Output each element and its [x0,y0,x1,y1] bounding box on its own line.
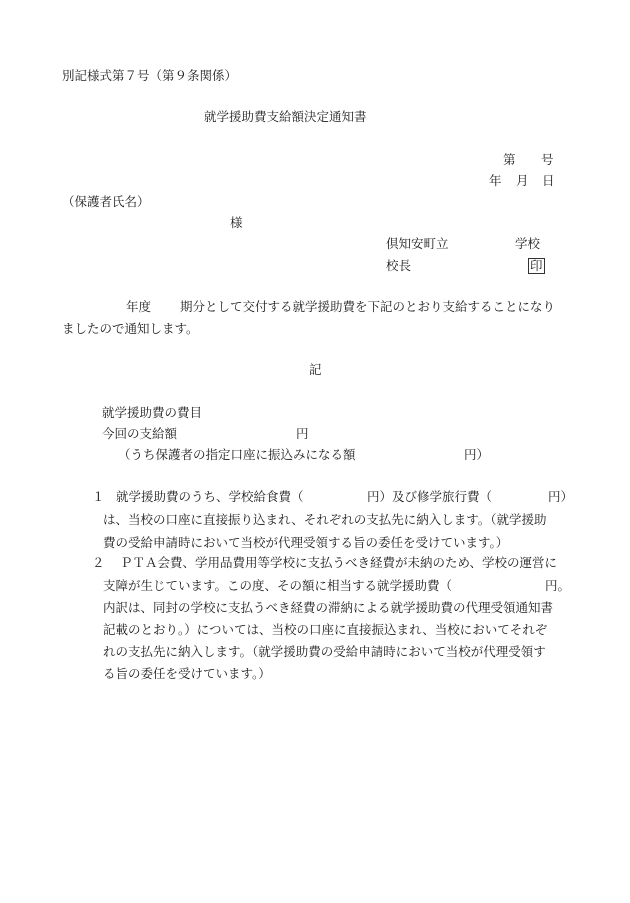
item-transfer-unit: 円） [464,447,490,462]
note1-number: １ [92,489,105,504]
note2-number: ２ [92,555,105,570]
item-amount-unit: 円 [296,426,309,441]
date-day: 日 [542,173,555,188]
intro-year: 年度 [126,299,152,314]
note2-line3: 内訳は、同封の学校に支払うべき経費の滞納による就学援助費の代理受領通知書 [103,600,554,615]
note2-line2-b: 円。 [545,578,571,593]
note1-line1-b: 円）及び修学旅行費（ [367,489,493,504]
note2-line1: ＰＴＡ会費、学用品費用等学校に支払うべき経費が未納のため、学校の運営に [120,555,558,570]
note1-line1-c: 円） [548,489,574,504]
intro-line1: 期分として交付する就学援助費を下記のとおり支給することになり [180,299,556,314]
note2-line2-a: 支障が生じています。この度、その額に相当する就学援助費（ [103,578,453,593]
recipient-honorific: 様 [230,215,243,230]
document-title: 就学援助費支給額決定通知書 [204,109,367,124]
item-transfer-label: （うち保護者の指定口座に振込みになる額 [118,447,356,462]
item-category: 就学援助費の費目 [102,405,203,420]
item-amount-label: 今回の支給額 [102,426,178,441]
note1-line1-a: 就学援助費のうち、学校給食費（ [116,489,304,504]
doc-number-suffix: 号 [541,152,554,167]
seal-mark: 印 [530,258,543,273]
form-label: 別記様式第７号（第９条関係） [62,68,238,83]
date-year: 年 [489,173,502,188]
date-month: 月 [516,173,529,188]
issuer-town: 倶知安町立 [386,236,449,251]
note2-line6: る旨の委任を受けています。） [103,666,271,681]
intro-line2: ましたので通知します。 [62,321,199,336]
note2-line4: 記載のとおり。）については、当校の口座に直接振込まれ、当校においてそれぞ [103,622,548,637]
recipient-label: （保護者氏名） [62,194,150,209]
doc-number-prefix: 第 [503,152,516,167]
ki-heading: 記 [309,362,322,377]
issuer-principal: 校長 [386,258,412,273]
note1-line3: 費の受給申請時において当校が代理受領する旨の委任を受けています。） [103,535,509,550]
note1-line2: は、当校の口座に直接振り込まれ、それぞれの支払先に納入します。（就学援助 [103,512,547,527]
note2-line5: れの支払先に納入します。（就学援助費の受給申請時において当校が代理受領す [103,644,546,659]
issuer-school: 学校 [515,236,541,251]
